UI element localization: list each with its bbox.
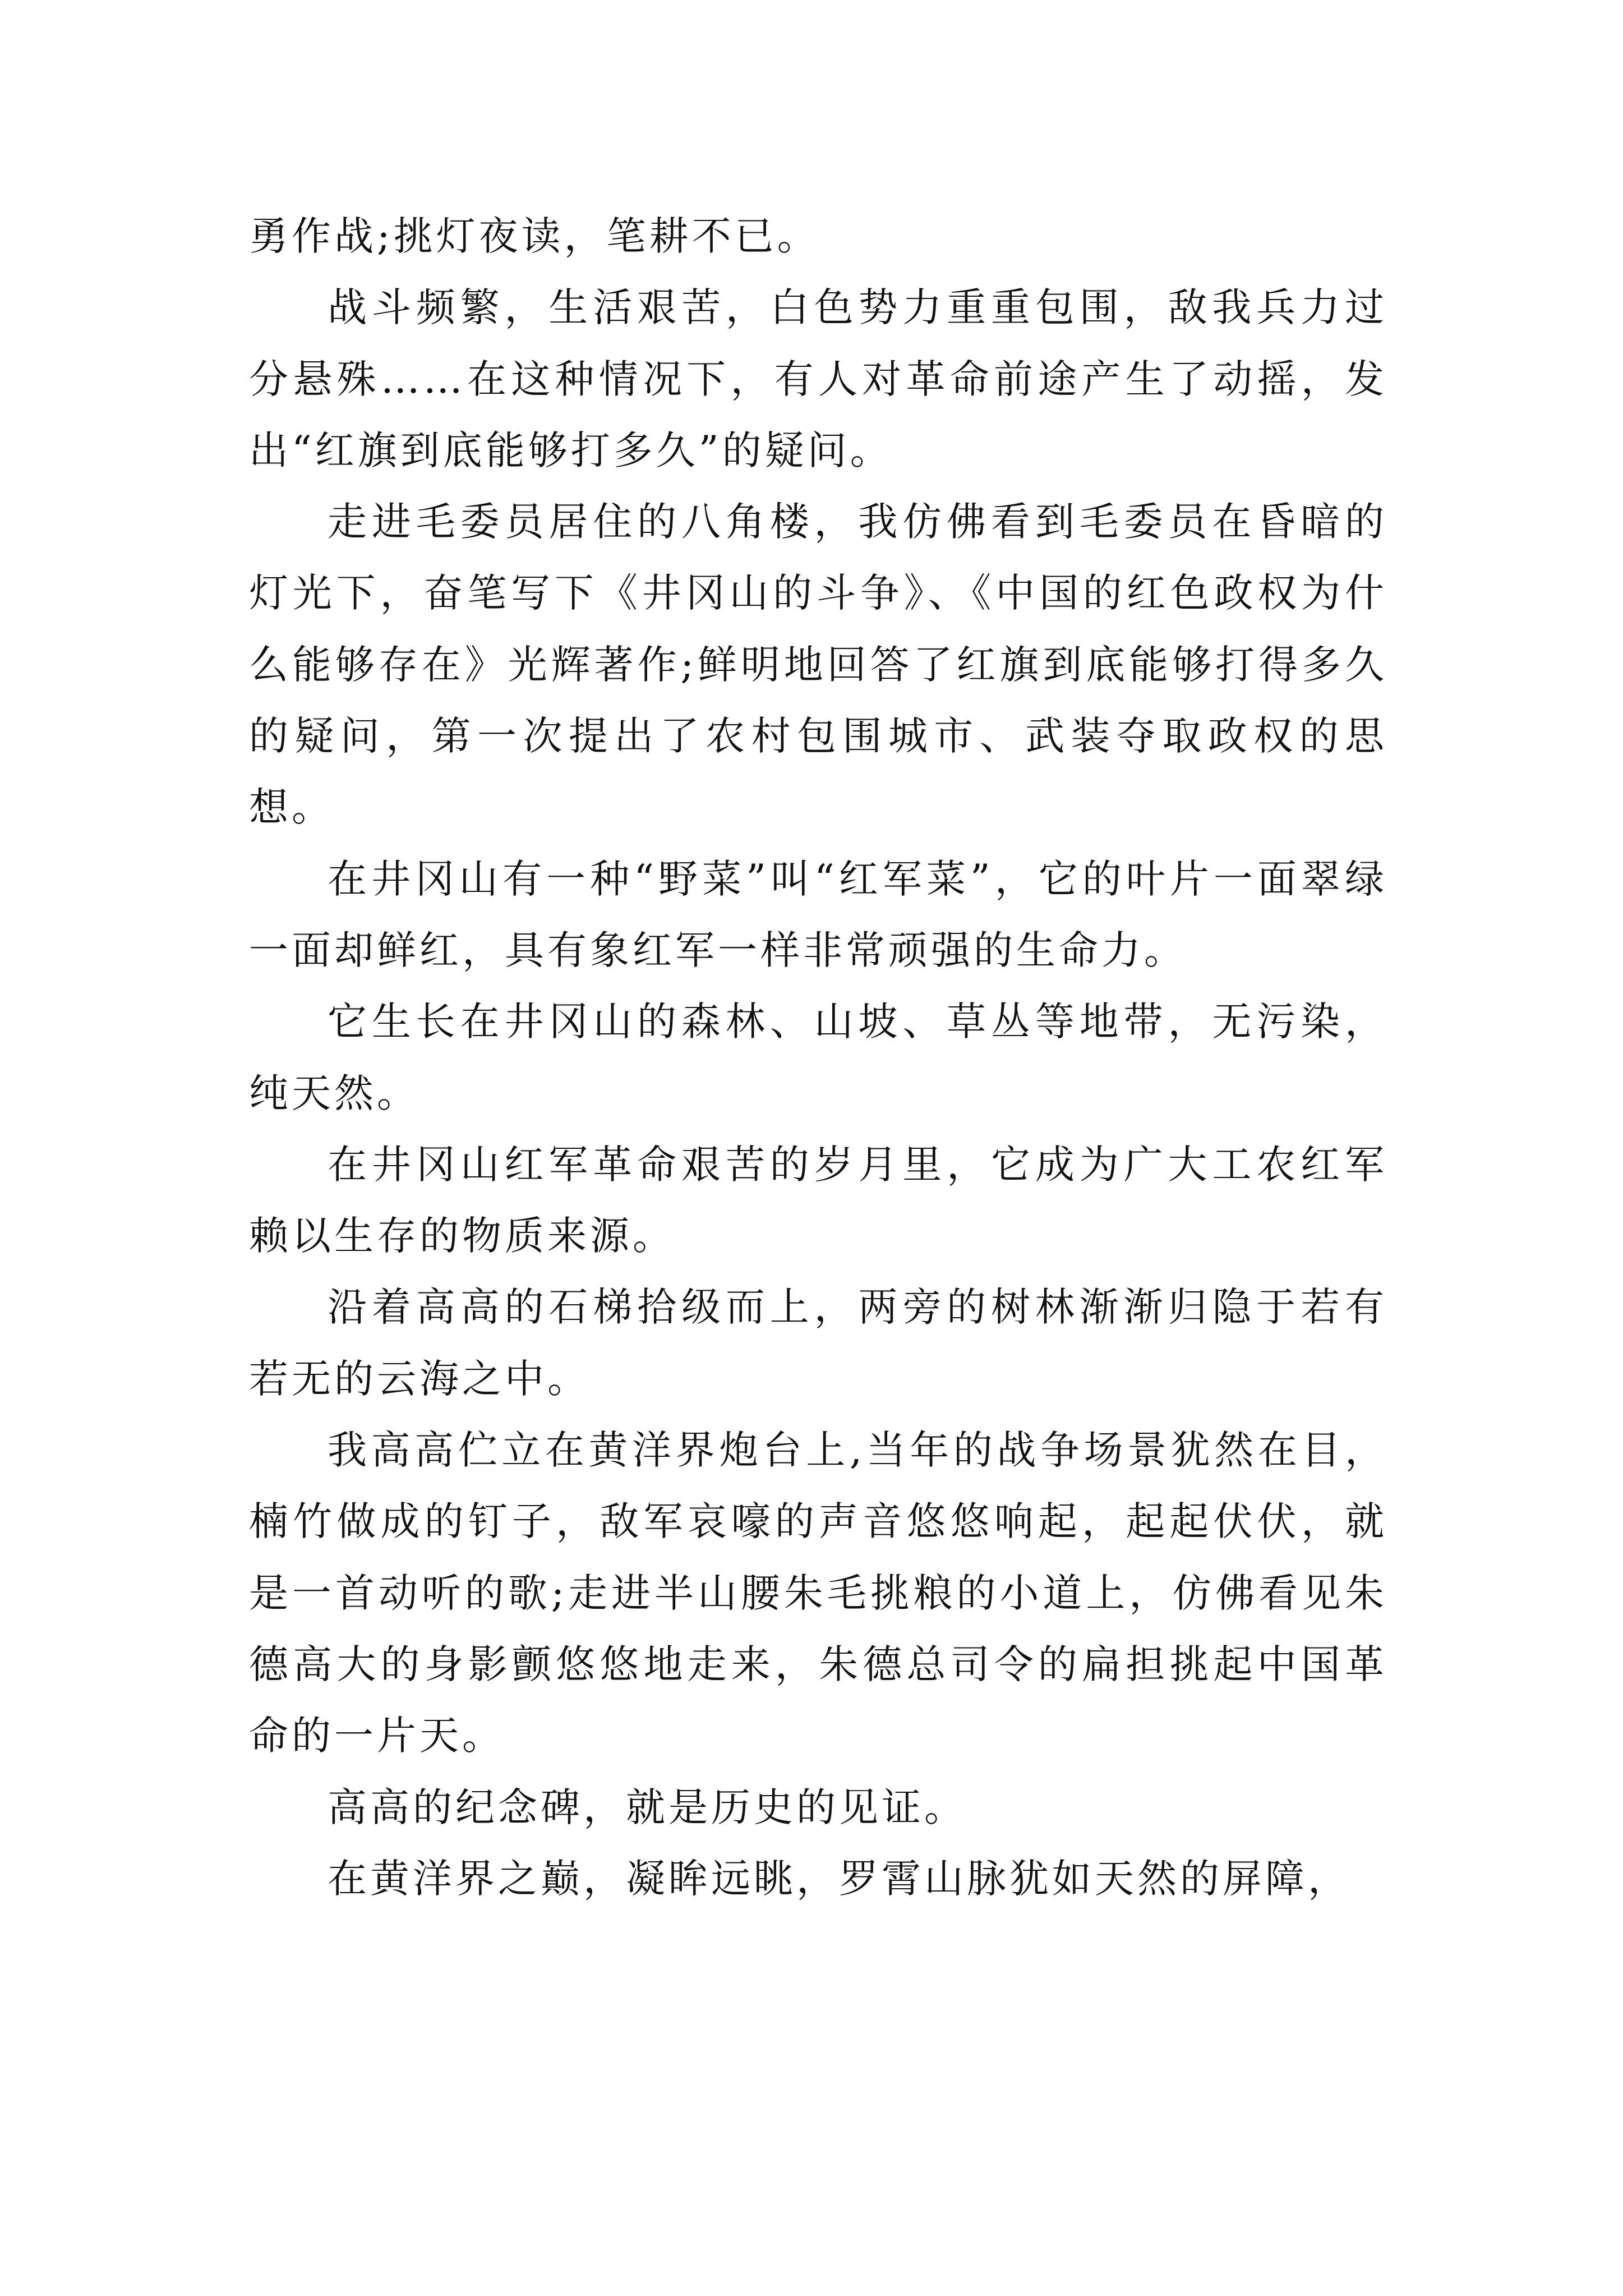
paragraph: 沿着高高的石梯拾级而上，两旁的树林渐渐归隐于若有若无的云海之中。: [249, 1284, 1387, 1402]
paragraph: 它生长在井冈山的森林、山坡、草丛等地带，无污染，纯天然。: [249, 999, 1387, 1116]
article-body: [249, 201, 1387, 1915]
paragraph: 在井冈山有一种“野菜”叫“红军菜”，它的叶片一面翠绿一面却鲜红，具有象红军一样非常顽强的生命力。: [249, 855, 1387, 973]
paragraph: 在井冈山红军革命艰苦的岁月里，它成为广大工农红军赖以生存的物质来源。: [249, 1141, 1387, 1259]
paragraph: 我高高伫立在黄洋界炮台上,当年的战争场景犹然在目，楠竹做成的钉子，敌军哀嚎的声音悠悠响起，起起伏伏，就是一首动听的歌;走进半山腰朱毛挑粮的小道上，仿佛看见朱德高大的身影颤悠悠地走来，朱德总司令的扁担挑起中国革命的一片天。: [249, 1427, 1387, 1759]
paragraph: 战斗频繁，生活艰苦，白色势力重重包围，敌我兵力过分悬殊……在这种情况下，有人对革命前途产生了动摇，发出“红旗到底能够打多久”的疑问。: [249, 284, 1387, 473]
paragraph: 高高的纪念碑，就是历史的见证。: [328, 1784, 967, 1830]
paragraph-continuation: 勇作战;挑灯夜读，笔耕不已。: [249, 213, 820, 259]
paragraph: 在黄洋界之巅，凝眸远眺，罗霄山脉犹如天然的屏障，: [328, 1855, 1350, 1902]
paragraph: 走进毛委员居住的八角楼，我仿佛看到毛委员在昏暗的灯光下，奋笔写下《井冈山的斗争》、《中国的红色政权为什么能够存在》光辉著作;鲜明地回答了红旗到底能够打得多久的疑问，第一次提出了农村包围城市、武装夺取政权的思想。: [249, 499, 1387, 831]
